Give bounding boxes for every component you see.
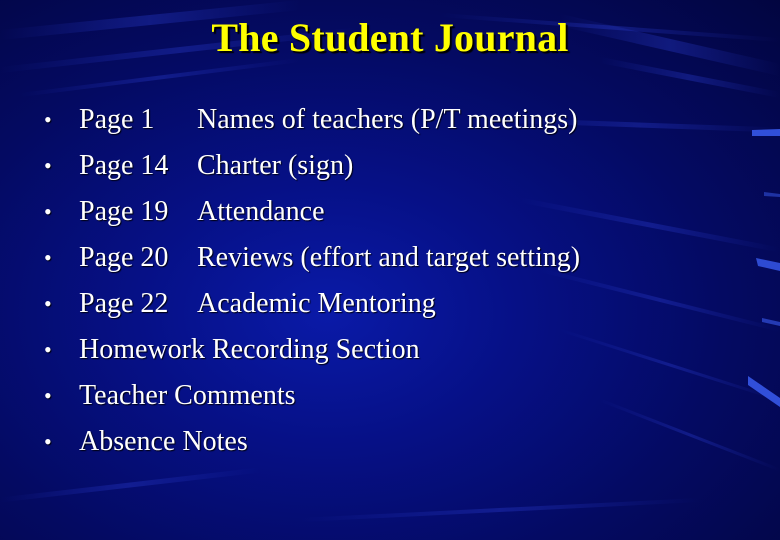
bullet-icon: • xyxy=(44,107,52,132)
item-description: Academic Mentoring xyxy=(197,288,436,319)
right-edge-streaks xyxy=(748,129,780,407)
item-description: Teacher Comments xyxy=(79,380,296,411)
content-list xyxy=(44,97,744,465)
bullet-icon: • xyxy=(44,291,52,316)
bullet-icon: • xyxy=(44,429,52,454)
page-reference: Page 20 xyxy=(79,242,169,273)
bullet-icon: • xyxy=(44,199,52,224)
bullet-icon: • xyxy=(44,383,52,408)
page-reference: Page 14 xyxy=(79,150,169,181)
item-description: Absence Notes xyxy=(79,426,248,457)
slide-title: The Student Journal xyxy=(211,15,569,60)
page-reference: Page 22 xyxy=(79,288,169,319)
page-reference: Page 19 xyxy=(79,196,169,227)
item-description: Charter (sign) xyxy=(197,150,354,181)
list-item xyxy=(44,419,744,465)
item-description: Reviews (effort and target setting) xyxy=(197,242,581,273)
list-item xyxy=(44,235,744,281)
list-item xyxy=(44,189,744,235)
list-item xyxy=(44,281,744,327)
bullet-icon: • xyxy=(44,337,52,362)
item-description: Homework Recording Section xyxy=(79,334,420,365)
item-description: Attendance xyxy=(197,196,325,227)
bullet-icon: • xyxy=(44,153,52,178)
list-item xyxy=(44,97,744,143)
page-reference: Page 1 xyxy=(79,104,155,135)
item-description: Names of teachers (P/T meetings) xyxy=(197,104,578,135)
list-item xyxy=(44,327,744,373)
bullet-icon: • xyxy=(44,245,52,270)
list-item xyxy=(44,143,744,189)
list-item xyxy=(44,373,744,419)
